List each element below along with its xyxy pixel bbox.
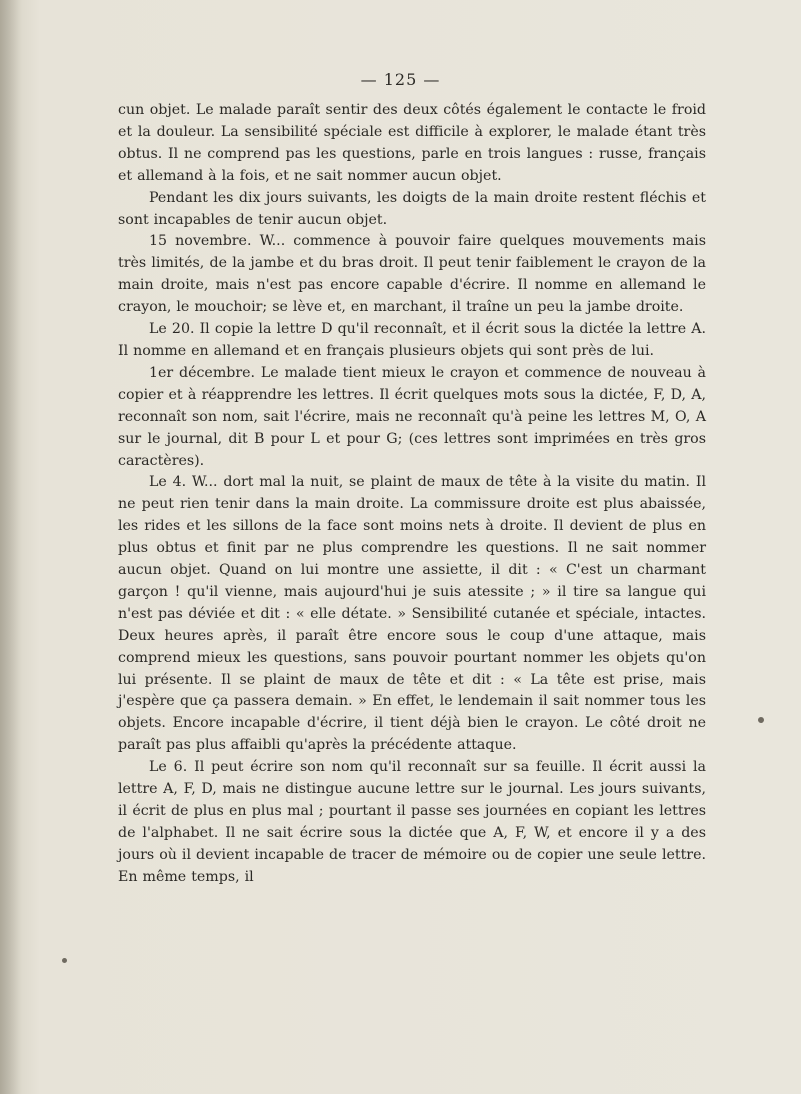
ink-speck (62, 958, 67, 963)
page-number: — 125 — (360, 70, 441, 89)
paragraph: Pendant les dix jours suivants, les doigts de la main droite restent fléchis et sont incapables de tenir aucun objet. (118, 189, 706, 228)
paragraph: Le 20. Il copie la lettre D qu'il reconnaît, et il écrit sous la dictée la lettre A. Il nomme en allemand et en français plusieurs objets qui sont près de lui. (118, 321, 706, 359)
paragraph: cun objet. Le malade paraît sentir des deux côtés également le contacte le froid et la douleur. La sensibilité spéciale est difficile à explorer, le malade étant très obtus. Il ne comprend pas les questions, parle en trois langues : russe, français et allemand à la fois, et ne sait nommer aucun objet. (118, 102, 706, 184)
paragraph: Le 6. Il peut écrire son nom qu'il reconnaît sur sa feuille. Il écrit aussi la lettre A, F, D, mais ne distingue aucune lettre sur le journal. Les jours suivants, il écrit de plus en plus mal ; pourtant il passe ses journées en copiant les lettres de l'alphabet. Il ne sait écrire sous la dictée que A, F, W, et encore il y a des jours où il devient incapable de tracer de mémoire ou de copier une seule lettre. En même temps, il (118, 759, 706, 885)
ink-speck (758, 717, 764, 723)
binding-shadow (0, 0, 22, 1094)
paragraph: 1er décembre. Le malade tient mieux le crayon et commence de nouveau à copier et à réapprendre les lettres. Il écrit quelques mots sous la dictée, F, D, A, reconnaît son nom, sait l'écrire, mais ne reconnaît qu'à peine les lettres M, O, A sur le journal, dit B pour L et pour G; (ces lettres sont imprimées en très gros caractères). (118, 364, 706, 469)
body-text (118, 100, 706, 889)
paragraph: Le 4. W... dort mal la nuit, se plaint de maux de tête à la visite du matin. Il ne peut rien tenir dans la main droite. La commissure droite est plus abaissée, les rides et les sillons de la face sont moins nets à droite. Il devient de plus en plus obtus et finit par ne plus comprendre les questions. Il ne sait nommer aucun objet. Quand on lui montre une assiette, il dit : « C'est un charmant garçon ! qu'il vienne, mais aujourd'hui je suis atessite ; » il tire sa langue qui n'est pas déviée et dit : « elle détate. » Sensibilité cutanée et spéciale, intactes. Deux heures après, il paraît être encore sous le coup d'une attaque, mais comprend mieux les questions, sans pouvoir pourtant nommer les objets qu'on lui présente. Il se plaint de maux de tête et dit : « La tête est prise, mais j'espère que ça passera demain. » En effet, le lendemain il sait nommer tous les objets. Encore incapable d'écrire, il tient déjà bien le crayon. Le côté droit ne paraît pas plus affaibli qu'après la précédente attaque. (118, 474, 706, 754)
paragraph: 15 novembre. W... commence à pouvoir faire quelques mouvements mais très limités, de la jambe et du bras droit. Il peut tenir faiblement le crayon de la main droite, mais n'est pas encore capable d'écrire. Il nomme en allemand le crayon, le mouchoir; se lève et, en marchant, il traîne un peu la jambe droite. (118, 233, 706, 316)
